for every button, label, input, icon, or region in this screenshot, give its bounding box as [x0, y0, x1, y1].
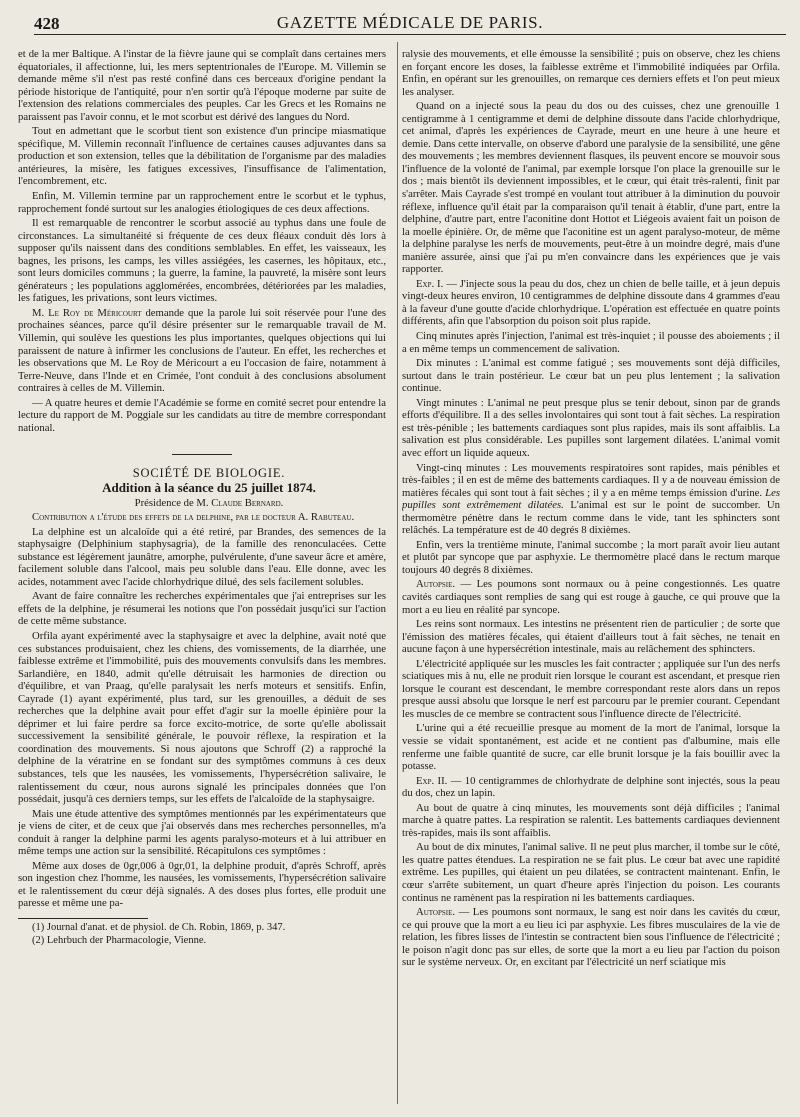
page-number: 428	[34, 14, 60, 33]
section-separator	[172, 454, 232, 455]
paragraph: Il est remarquable de rencontrer le scorbut associé au typhus dans une foule de circonstances. La simultanéité si fréquente de ces deux fléaux conduit dès lors à supposer qu'ils naissent dans des conditions semblables. En effet, les vaisseaux, les bagnes, les prisons, les camps, les villes assiégées, les casernes, les hôpitaux, etc., sont leurs domiciles communs ; la guerre, la famine, la pauvreté, la misère sont leurs générateurs ; les populations agglomérées, encombrées, détériorées par les maladies, les fatigues, les privations, sont leurs victimes.	[18, 217, 386, 305]
paragraph: Avant de faire connaître les recherches expérimentales que j'ai entreprises sur les effets de la delphine, je résumerai les notions que l'on possédait jusqu'ici sur l'action de cette même substance.	[18, 590, 386, 628]
experiment-label: Exp. I.	[416, 277, 444, 290]
paragraph-text: — J'injecte sous la peau du dos, chez un chien de belle taille, et à jeun depuis vingt-deux heures environ, 10 centigrammes de delphine dissoute dans 4 grammes d'eau à la faveur d'une goutte d'acide chlorhydrique. L'opération est effectuée en quatre points différents, afin que l'absorption du poison soit plus rapide.	[402, 277, 780, 328]
page-header	[34, 10, 786, 35]
section-title: SOCIÉTÉ DE BIOLOGIE.	[132, 466, 286, 481]
right-column	[402, 48, 780, 1110]
footnote-1: (1) Journal d'anat. et de physiol. de Ch. Robin, 1869, p. 347.	[32, 922, 286, 933]
presidency-line	[18, 497, 386, 510]
paragraph: Au bout de dix minutes, l'animal salive. Il ne peut plus marcher, il tombe sur le côté, les quatre pattes étendues. La respiration ne se fait plus. Le cœur bat avec une rapidité extrême. Les pupilles, qui étaient un peu dilatées, se contractent maintenant. Enfin, le cœur s'arrête subitement, un quart d'heure après l'injection du poison. Les courants continus ne ramènent pas la respiration ni les battements cardiaques.	[402, 841, 780, 904]
paragraph	[18, 307, 386, 395]
paragraph-text: — 10 centigrammes de chlorhydrate de delphine sont injectés, sous la peau du dos, chez un lapin.	[402, 774, 780, 800]
paragraph: Dix minutes : L'animal est comme fatigué ; ses mouvements sont déjà difficiles, surtout dans le train postérieur. Le cœur bat un peu plus lentement ; la salivation continue.	[402, 357, 780, 395]
paragraph	[402, 462, 780, 537]
paragraph: Au bout de quatre à cinq minutes, les mouvements sont déjà difficiles ; l'animal marche à quatre pattes. La respiration se ralentit. Les battements cardiaques deviennent très-rapides, mais ils sont affaiblis.	[402, 801, 780, 839]
left-column	[18, 48, 386, 1110]
paragraph: L'urine qui a été recueillie presque au moment de la mort de l'animal, lorsque la vessie se vidait spontanément, est acide et ne contient pas d'albumine, mais elle renferme une faible quantité de sucre, car elle brunit lorsque je la fais bouillir avec la potasse.	[402, 722, 780, 773]
paragraph-text: L'animal est sur le point de succomber. Un thermomètre pénètre dans le rectum comme dans le vide, tant les sphincters sont relâchés. La température est de 40 degrés 8 dixièmes.	[402, 499, 780, 537]
presidency-prefix: Présidence de M.	[134, 496, 209, 509]
autopsy-label: Autopsie.	[416, 578, 456, 591]
paragraph: Même aux doses de 0gr,006 à 0gr,01, la delphine produit, d'après Schroff, après son ingestion chez l'homme, les nausées, les vomissements, l'hypersécrétion salivaire et le ralentissement du cœur déjà signalés. A des doses plus fortes, elle produit une paresse et même une pa-	[18, 859, 386, 910]
experiment-label: Exp. II.	[416, 774, 448, 787]
paragraph: L'électricité appliquée sur les muscles les fait contracter ; appliquée sur l'un des nerfs sciatiques mis à nu, elle ne produit rien lorsque le courant est ascendant, et presque rien lorsque le courant est descendant, le membre correspondant reste alors dans un repos presque aussi absolu que lorsque le nerf est parcouru par le premier courant. Cependant les muscles de ce membre se contractent sous l'influence directe de l'électricité.	[402, 657, 780, 720]
autopsy-paragraph	[402, 906, 780, 969]
paragraph: Les reins sont normaux. Les intestins ne présentent rien de particulier ; de sorte que l'émission des matières fécales, qui étaient d'ailleurs tout à fait sèches, ne tenait en aucune façon à une hypersécrétion intestinale, mais au relâchement des sphincters.	[402, 618, 780, 656]
experiment-paragraph	[402, 278, 780, 328]
paragraph-text: Vingt-cinq minutes : Les mouvements respiratoires sont rapides, mais pénibles et très-faibles ; il en est de même des battements cardiaques. Il y a de nouveau émission de matières fécales qui sont tout à fait sèches ; il y a en même temps émission d'urine.	[402, 461, 780, 499]
autopsy-label: Autopsie.	[416, 906, 456, 919]
paragraph-text: — Les poumons sont normaux, le sang est noir dans les cavités du cœur, ce qui prouve que la mort a eu lieu ici par asphyxie. Les fibres musculaires de la vie de relation, les fibres lisses de l'intestin se contractent bien sous l'influence de l'électricité ; le poison n'agit donc pas sur elles, de sorte que la mort a eu lieu par l'action du poison sur le système nerveux. Or, en excitant par l'électricité un nerf sciatique mis	[402, 906, 780, 969]
paragraph: Tout en admettant que le scorbut tient son existence d'un principe miasmatique spécifique, M. Villemin reconnaît l'influence de certaines causes adjuvantes dans sa production et son extension, telles que la débilitation de l'organisme par des maladies antérieures, la misère, les fatigues excessives, l'insuffisance de l'alimentation, l'encombrement, etc.	[18, 125, 386, 188]
paragraph: Orfila ayant expérimenté avec la staphysaigre et avec la delphine, avait noté que ces substances produisaient, chez les chiens, des vomissements, de la diarrhée, une faiblesse extrême et l'immobilité, puis des mouvements convulsifs dans les membres. Sarlandière, en 1840, admit qu'elle détruisait les harmonies de direction ou d'équilibre, et van Praag, qu'elle paralysait les nerfs moteurs et sensitifs. Enfin, Cayrade (1) ayant expérimenté, plus tard, sur les grenouilles, a déduit de ses recherches que la delphine avait pour effet d'agir sur la moelle épinière pour la déprimer et lui faire perdre sa force excito-motrice, de sorte qu'elle abolissait successivement la sensibilité générale, le pouvoir réflexe, la respiration et la coordination des mouvements. Si nous ajoutons que Schroff (2) a rapproché la delphine de la vératrine en se fondant sur des symptômes communs à ces deux substances, tels que les nausées, les vomissements, l'hypersécrétion salivaire, le ralentissement du cœur, nous aurons signalé les principales données que l'on possédait, jusqu'à ces derniers temps, sur les effets de l'alcaloïde de la staphysaigre.	[18, 629, 386, 806]
autopsy-paragraph	[402, 578, 780, 616]
paragraph: Enfin, vers la trentième minute, l'animal succombe ; la mort paraît avoir lieu autant et plutôt par syncope que par asphyxie. Le thermomètre placé dans le rectum marque toujours 40 degrés 8 dixièmes.	[402, 538, 780, 576]
paragraph-text: — Les poumons sont normaux ou à peine congestionnés. Les quatre cavités cardiaques sont remplies de sang qui est rouge à gauche, ce qui prouve que la mort a eu lieu en réalité par syncope.	[402, 578, 780, 616]
paragraph: La delphine est un alcaloïde qui a été retiré, par Brandes, des semences de la staphysaigre (Delphinium staphysagria), de la famille des renonculacées. Cette substance est légèrement jaunâtre, amorphe, pulvérulente, d'une saveur âcre et amère, facilement soluble dans l'alcool, mais peu soluble dans l'eau. Elle donne, avec les acides, notamment avec l'acide chlorhydrique dilué, des sels facilement solubles.	[18, 525, 386, 588]
president-name: Claude Bernard.	[211, 496, 284, 509]
paragraph: Quand on a injecté sous la peau du dos ou des cuisses, chez une grenouille 1 centigramme à 1 centigramme et demi de delphine dissoute dans l'acide chlorhydrique, cet animal, d'après les expériences de Cayrade, meurt en une heure à une heure et demie. Dans cette intervalle, on observe d'abord une paralysie de la sensibilité, une gêne des mouvements ; les membres deviennent flasques, ils peuvent encore se mouvoir sous l'influence de la volonté de l'animal, par exemple lorsque l'on place la grenouille sur le dos ; mais bientôt ils deviennent impossibles, et le cœur, qui était très-ralenti, finit par s'arrêter. Mais Cayrade s'est trompé en voulant tout attribuer à la diminution du pouvoir réflexe, influence qu'il était par la comparaison qu'il tenait à établir, d'une part, entre la delphine, d'autre part, entre l'aconitine dont Hottot et Liégeois avaient fait un poison de la moelle épinière. Or, de même que l'aconitine est un agent paralyso-moteur, de même la delphine paralyse les nerfs de mouvements, peut-être à un moindre degré, mais d'une manière assurée, ainsi que j'ai pu m'en convaincre dans les expériences que je vais rapporter.	[402, 100, 780, 276]
journal-title: GAZETTE MÉDICALE DE PARIS.	[276, 13, 544, 32]
paragraph: et de la mer Baltique. A l'instar de la fièvre jaune qui se complaît dans certaines mers équatoriales, il affectionne, lui, les mers septentrionales de l'Europe. M. Villemin se demande même s'il n'est pas resté confiné dans ces berceaux d'origine pendant la période historique de l'antiquité, pour n'en sortir qu'à l'époque moderne par suite de l'extension des relations commerciales des peuples. Car les Grecs et les Romains ne paraissent pas l'avoir connu, et le mot scorbut est dérivé des langues du Nord.	[18, 48, 386, 123]
article-title: Contribution a l'étude des effets de la delphine, par le docteur A. Rabuteau.	[32, 511, 355, 524]
paragraph: Cinq minutes après l'injection, l'animal est très-inquiet ; il pousse des aboiements ; il a en même temps un commencement de salivation.	[402, 330, 780, 355]
paragraph: Vingt minutes : L'animal ne peut presque plus se tenir debout, sinon par de grands efforts d'équilibre. Il a des selles involontaires qui sont tout à fait sèches. La respiration est très-pénible ; les battements cardiaques sont plus rapides, mais ils sont affaiblis. La salivation est plus considérable. Les pupilles sont largement dilatées. L'animal vomit avec effort un liquide aqueux.	[402, 396, 780, 459]
emphasis-text: Les pupilles sont extrêmement dilatées.	[402, 486, 780, 512]
speaker-name: M. Le Roy de Méricourt	[32, 306, 142, 319]
paragraph: ralysie des mouvements, et elle émousse la sensibilité ; puis on observe, chez les chiens en forçant encore les doses, la faiblesse extrême et l'immobilité indiquées par Orfila. Enfin, en opérant sur les grenouilles, on remarque ces derniers effets et l'on peut mieux les analyser.	[402, 48, 780, 98]
column-divider	[397, 42, 398, 1104]
experiment-paragraph	[402, 775, 780, 800]
paragraph-text: demande que la parole lui soit réservée pour l'une des prochaines séances, parce qu'il désire présenter sur le remarquable travail de M. Villemin, qui soulève les questions les plus importantes, quelques objections qui lui paraissent de nature à infirmer les conclusions de l'auteur. En effet, les recherches et les observations que M. Le Roy de Méricourt a eu l'occasion de faire, notamment à Terre-Neuve, dans l'Inde et en Crimée, l'ont conduit à des conclusions absolument contraires à celles de M. Villemin.	[18, 306, 386, 395]
footnote-2: (2) Lehrbuch der Pharmacologie, Vienne.	[32, 934, 207, 946]
paragraph: Enfin, M. Villemin termine par un rapprochement entre le scorbut et le typhus, rapprochement fondé surtout sur les analogies étiologiques de ces deux affections.	[18, 190, 386, 215]
paragraph: — A quatre heures et demie l'Académie se forme en comité secret pour entendre la lecture du rapport de M. Poggiale sur les candidats au titre de membre correspondant national.	[18, 396, 386, 434]
paragraph: Mais une étude attentive des symptômes mentionnés par les expérimentateurs que je viens de citer, et de ceux que j'ai observés dans mes recherches personnelles, m'a conduit à ranger la delphine parmi les agents paralyso-moteurs et à lui attribuer en même temps une action sur la sensibilité. Récapitulons ces symptômes :	[18, 807, 386, 858]
session-heading: Addition à la séance du 25 juillet 1874.	[102, 479, 316, 495]
footnote-rule	[18, 918, 148, 919]
